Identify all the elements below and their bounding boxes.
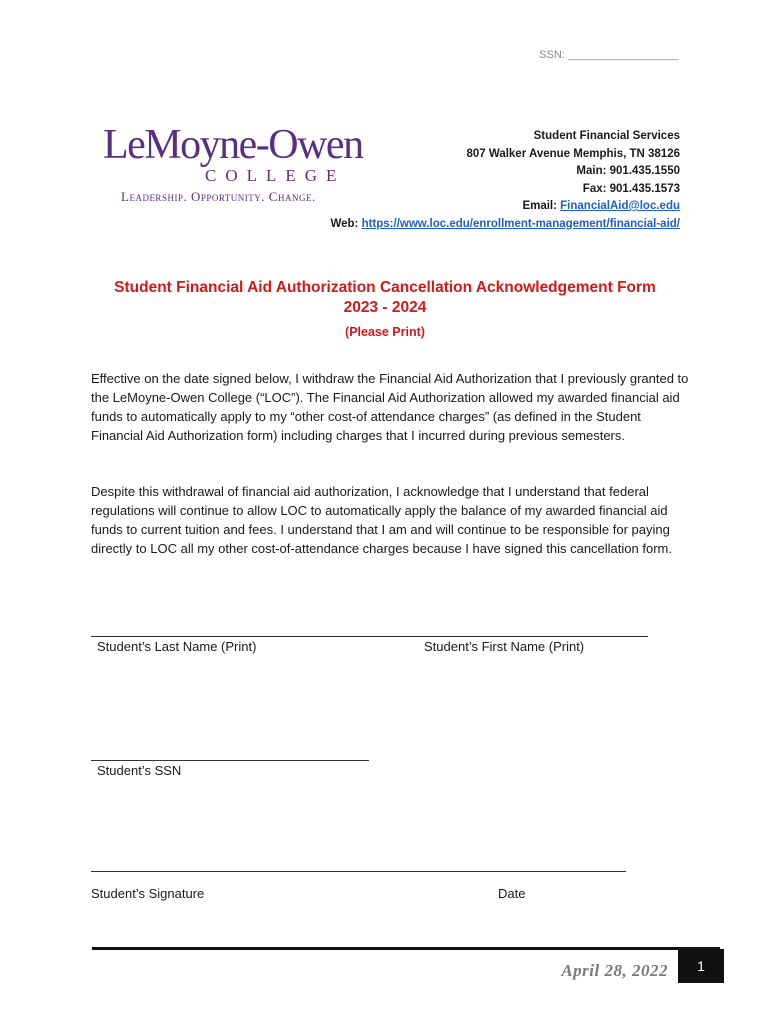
signature-date-line[interactable]: [91, 871, 626, 872]
web-line: [330, 216, 680, 234]
ssn-signature-line[interactable]: [91, 760, 369, 761]
logo-college: COLLEGE: [205, 166, 346, 185]
footer-divider: [92, 947, 720, 950]
logo-name: LeMoyne-Owen: [103, 122, 363, 168]
print-instruction: (Please Print): [345, 325, 425, 339]
email-link[interactable]: FinancialAid@loc.edu: [560, 200, 680, 212]
web-label: Web:: [330, 217, 362, 230]
web-link[interactable]: https://www.loc.edu/enrollment-management/financial-aid/: [361, 217, 680, 230]
form-year: 2023 - 2024: [343, 299, 427, 316]
ssn-label: Student’s SSN: [97, 763, 182, 778]
page-number: 1: [678, 949, 724, 983]
date-label: Date: [498, 886, 526, 901]
signature-label: Student’s Signature: [91, 886, 205, 901]
office-name: Student Financial Services: [533, 130, 680, 142]
logo-tagline: Leadership. Opportunity. Change.: [121, 189, 316, 204]
ssn-header-line: SSN: __________________: [539, 49, 678, 61]
contact-block: [330, 128, 680, 233]
email-label: Email:: [522, 200, 561, 212]
first-name-label: Student’s First Name (Print): [424, 639, 585, 654]
office-address: 807 Walker Avenue Memphis, TN 38126: [466, 147, 680, 160]
footer-date: April 28, 2022: [561, 961, 668, 980]
form-title: Student Financial Aid Authorization Cancellation Acknowledgement Form: [114, 279, 656, 296]
acknowledgement-paragraph: Despite this withdrawal of financial aid authorization, I acknowledge that I understand that federal regulations will continue to allow LOC to automatically apply the balance of my awarded financial aid funds to current tuition and fees. I understand that I am and will continue to be responsible for paying directly to LOC all my other cost-of-attendance charges because I have signed this cancellation form.: [91, 484, 672, 556]
name-signature-line[interactable]: [91, 636, 648, 637]
fax-number: Fax: 901.435.1573: [582, 182, 680, 195]
email-line: [330, 198, 680, 216]
form-title-block: [0, 278, 770, 342]
withdrawal-paragraph: Effective on the date signed below, I withdraw the Financial Aid Authorization that I previously granted to the LeMoyne-Owen College (“LOC”). The Financial Aid Authorization allowed my awarded financial aid funds to automatically apply to my “other cost-of attendance charges” (as defined in the Student Financial Aid Authorization form) including charges that I incurred during previous semesters.: [91, 371, 689, 443]
main-phone: Main: 901.435.1550: [576, 165, 680, 177]
last-name-label: Student’s Last Name (Print): [97, 639, 257, 654]
